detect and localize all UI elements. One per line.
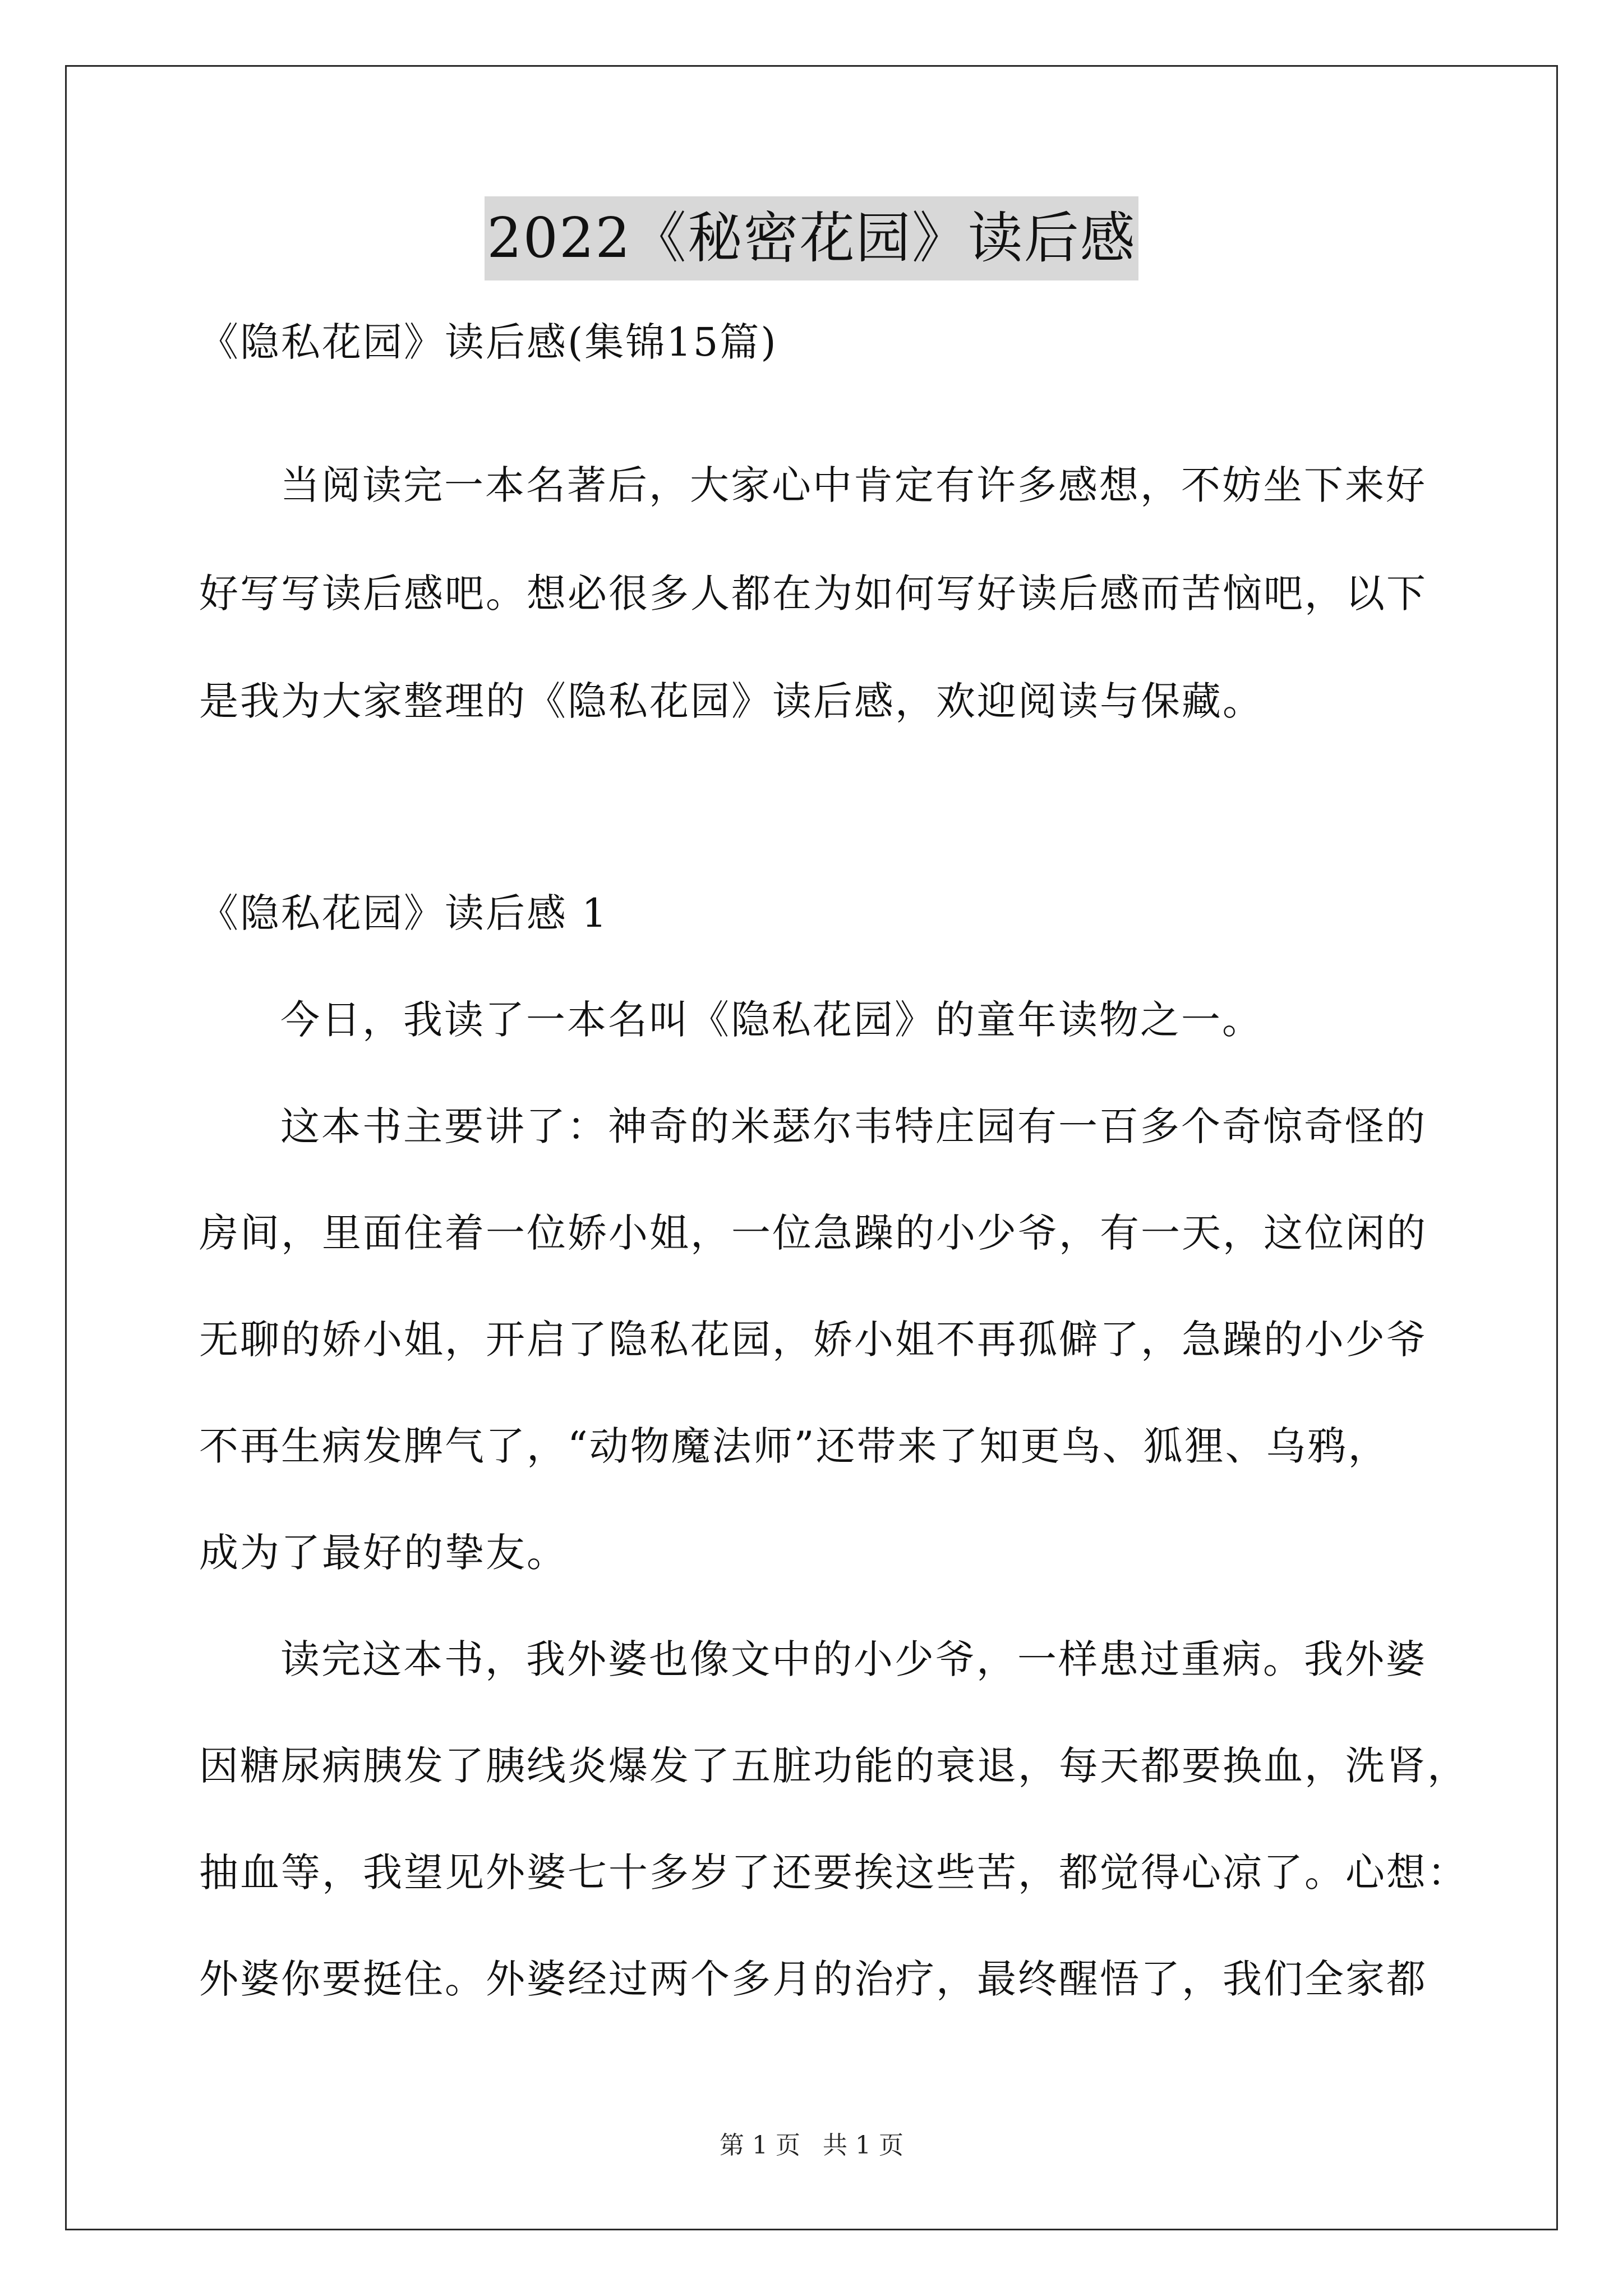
- paragraph-line: 今日，我读了一本名叫《隐私花园》的童年读物之一。: [280, 997, 1263, 1043]
- page-number: 第 1 页: [720, 2131, 800, 2160]
- paragraph-line: 读完这本书，我外婆也像文中的小少爷，一样患过重病。我外婆: [280, 1636, 1427, 1682]
- paragraph-line: 无聊的娇小姐，开启了隐私花园，娇小姐不再孤僻了，急躁的小少爷: [199, 1317, 1427, 1363]
- paragraph-line: 外婆你要挺住。外婆经过两个多月的治疗，最终醒悟了，我们全家都: [199, 1956, 1427, 2002]
- intro-line: 是我为大家整理的《隐私花园》读后感，欢迎阅读与保藏。: [199, 678, 1264, 724]
- paragraph-line: 房间，里面住着一位娇小姐，一位急躁的小少爷，有一天，这位闲的: [199, 1210, 1427, 1256]
- subtitle: 《隐私花园》读后感(集锦15篇): [199, 319, 778, 365]
- paragraph-line: 不再生病发脾气了，“动物魔法师”还带来了知更鸟、狐狸、乌鸦，: [199, 1423, 1389, 1469]
- page-footer: [0, 2129, 1623, 2162]
- paragraph-line: 因糖尿病胰发了胰线炎爆发了五脏功能的衰退，每天都要换血，洗肾，: [199, 1743, 1468, 1789]
- title-wrap: [0, 196, 1623, 280]
- paragraph-line: 这本书主要讲了：神奇的米瑟尔韦特庄园有一百多个奇惊奇怪的: [280, 1103, 1427, 1149]
- intro-line: 当阅读完一本名著后，大家心中肯定有许多感想，不妨坐下来好: [280, 462, 1427, 508]
- intro-line: 好写写读后感吧。想必很多人都在为如何写好读后感而苦恼吧，以下: [199, 570, 1427, 616]
- paragraph-line: 抽血等，我望见外婆七十多岁了还要挨这些苦，都觉得心凉了。心想：: [199, 1849, 1468, 1895]
- paragraph-line: 成为了最好的挚友。: [199, 1530, 568, 1576]
- document-title: 2022《秘密花园》读后感: [485, 196, 1138, 280]
- page-total: 共 1 页: [823, 2131, 903, 2160]
- section-heading: 《隐私花园》读后感 1: [199, 890, 608, 936]
